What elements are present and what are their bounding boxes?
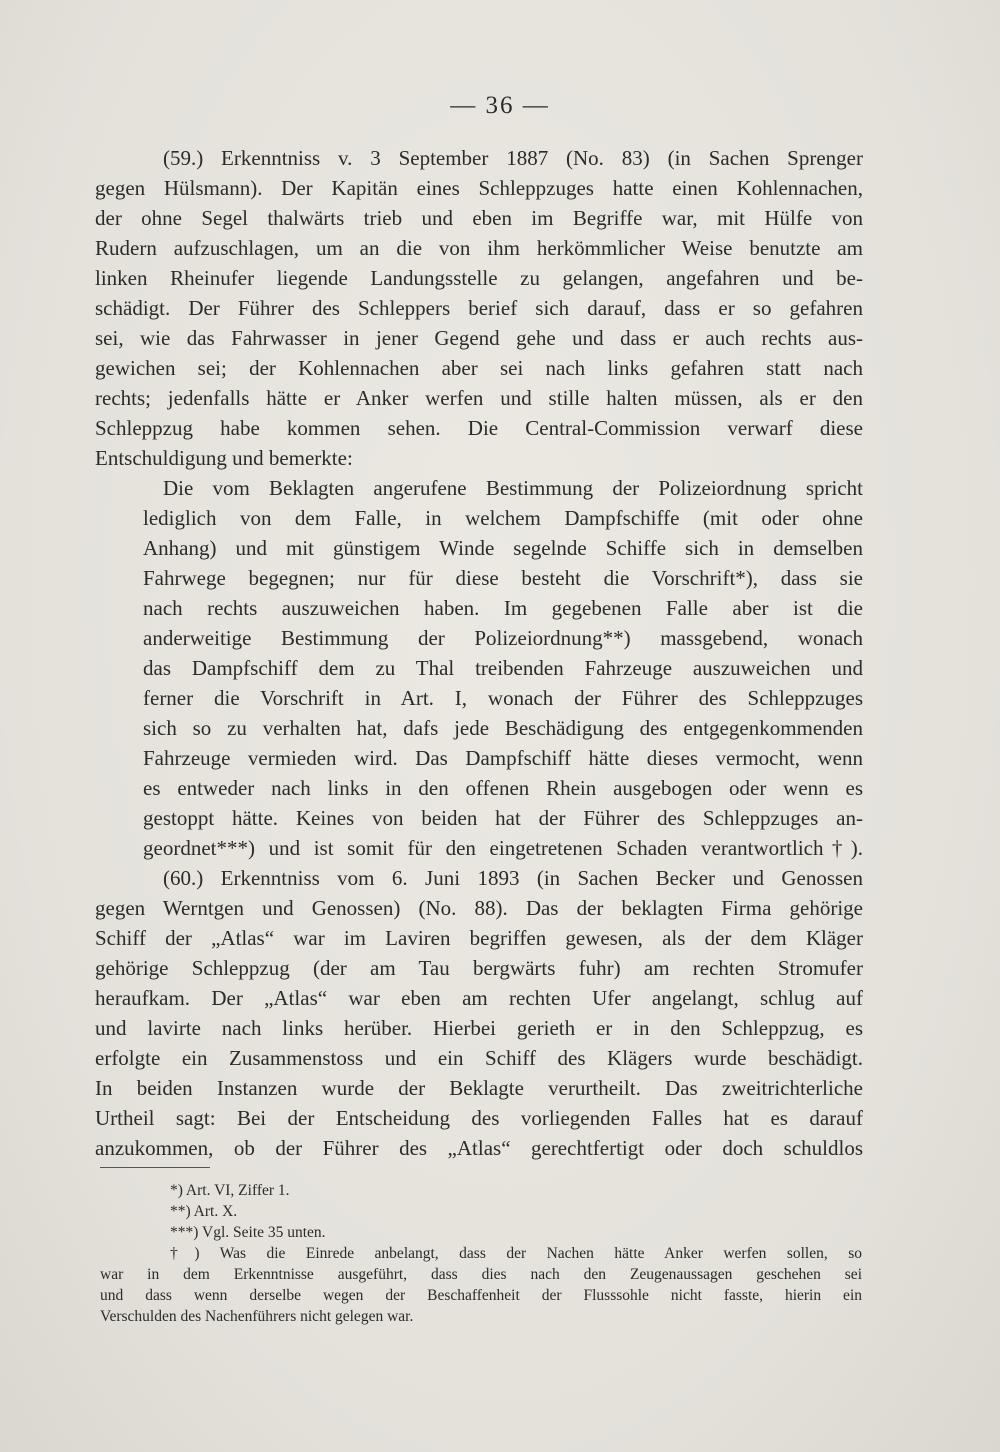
text-line: linken Rheinufer liegende Landungsstelle zu gelangen, angefahren und be- [95,266,863,290]
text-line: rechts; jedenfalls hätte er Anker werfen und stille halten müssen, als er den [95,386,863,410]
section-59 [95,143,863,473]
text-line: sich so zu verhalten hat, dafs jede Beschädigung des entgegenkommenden [143,716,863,740]
text-line: In beiden Instanzen wurde der Beklagte verurtheilt. Das zweitrichterliche [95,1076,863,1100]
text-line: geordnet***) und ist somit für den eingetretenen Schaden verantwortlich†). [143,836,863,860]
quoted-decision [95,473,863,863]
text-line: Fahrwege begegnen; nur für diese besteht die Vorschrift*), dass sie [143,566,863,590]
text-line: gewichen sei; der Kohlennachen aber sei nach links gefahren statt nach [95,356,863,380]
footnote-4-line: †) Was die Einrede anbelangt, dass der Nachen hätte Anker werfen sollen, so [170,1245,862,1262]
footnote-1: *) Art. VI, Ziffer 1. [170,1182,290,1199]
text-line: das Dampfschiff dem zu Thal treibenden Fahrzeuge auszuweichen und [143,656,863,680]
text-line: Die vom Beklagten angerufene Bestimmung der Polizeiordnung spricht [163,476,863,500]
section-60 [95,863,863,1163]
text-line: lediglich von dem Falle, in welchem Dampfschiffe (mit oder ohne [143,506,863,530]
text-line: schädigt. Der Führer des Schleppers berief sich darauf, dass er so gefahren [95,296,863,320]
page-number: — 36 — [450,92,550,119]
text-line: gehörige Schleppzug (der am Tau bergwärts fuhr) am rechten Stromufer [95,956,863,980]
footnotes [100,1180,862,1327]
text-line: der ohne Segel thalwärts trieb und eben im Begriffe war, mit Hülfe von [95,206,863,230]
text-line: Schleppzug habe kommen sehen. Die Central-Commission verwarf diese [95,416,863,440]
text-line: (59.) Erkenntniss v. 3 September 1887 (No. 83) (in Sachen Sprenger [163,146,863,170]
footnote-4-line: Verschulden des Nachenführers nicht gelegen war. [100,1308,414,1325]
text-line: erfolgte ein Zusammenstoss und ein Schiff des Klägers wurde beschädigt. [95,1046,863,1070]
footnote-3: ***) Vgl. Seite 35 unten. [170,1224,326,1241]
text-line: es entweder nach links in den offenen Rhein ausgebogen oder wenn es [143,776,863,800]
text-line: nach rechts auszuweichen haben. Im gegebenen Falle aber ist die [143,596,863,620]
footnote-4-line: und dass wenn derselbe wegen der Beschaffenheit der Flusssohle nicht fasste, hierin ein [100,1287,862,1304]
text-line: (60.) Erkenntniss vom 6. Juni 1893 (in Sachen Becker und Genossen [163,866,863,890]
footnote-4-line: war in dem Erkenntnisse ausgeführt, dass dies nach den Zeugenaussagen geschehen sei [100,1266,862,1283]
text-line: Rudern aufzuschlagen, um an die von ihm herkömmlicher Weise benutzte am [95,236,863,260]
text-line: Entschuldigung und bemerkte: [95,446,353,470]
text-line: sei, wie das Fahrwasser in jener Gegend gehe und dass er auch rechts aus- [95,326,863,350]
text-line: ferner die Vorschrift in Art. I, wonach der Führer des Schleppzuges [143,686,863,710]
text-line: gestoppt hätte. Keines von beiden hat der Führer des Schleppzuges an- [143,806,863,830]
text-line: gegen Werntgen und Genossen) (No. 88). Das der beklagten Firma gehörige [95,896,863,920]
text-line: anzukommen, ob der Führer des „Atlas“ gerechtfertigt oder doch schuldlos [95,1136,863,1160]
text-line: Fahrzeuge vermieden wird. Das Dampfschiff hätte dieses vermocht, wenn [143,746,863,770]
text-line: Anhang) und mit günstigem Winde segelnde Schiffe sich in demselben [143,536,863,560]
text-line: gegen Hülsmann). Der Kapitän eines Schleppzuges hatte einen Kohlennachen, [95,176,863,200]
text-line: Schiff der „Atlas“ war im Laviren begriffen gewesen, als der dem Kläger [95,926,863,950]
text-line: und lavirte nach links herüber. Hierbei gerieth er in den Schleppzug, es [95,1016,863,1040]
text-line: anderweitige Bestimmung der Polizeiordnung**) massgebend, wonach [143,626,863,650]
text-line: heraufkam. Der „Atlas“ war eben am rechten Ufer angelangt, schlug auf [95,986,863,1010]
footnote-2: **) Art. X. [170,1203,238,1220]
footnote-divider [100,1167,210,1168]
text-line: Urtheil sagt: Bei der Entscheidung des vorliegenden Falles hat es darauf [95,1106,863,1130]
